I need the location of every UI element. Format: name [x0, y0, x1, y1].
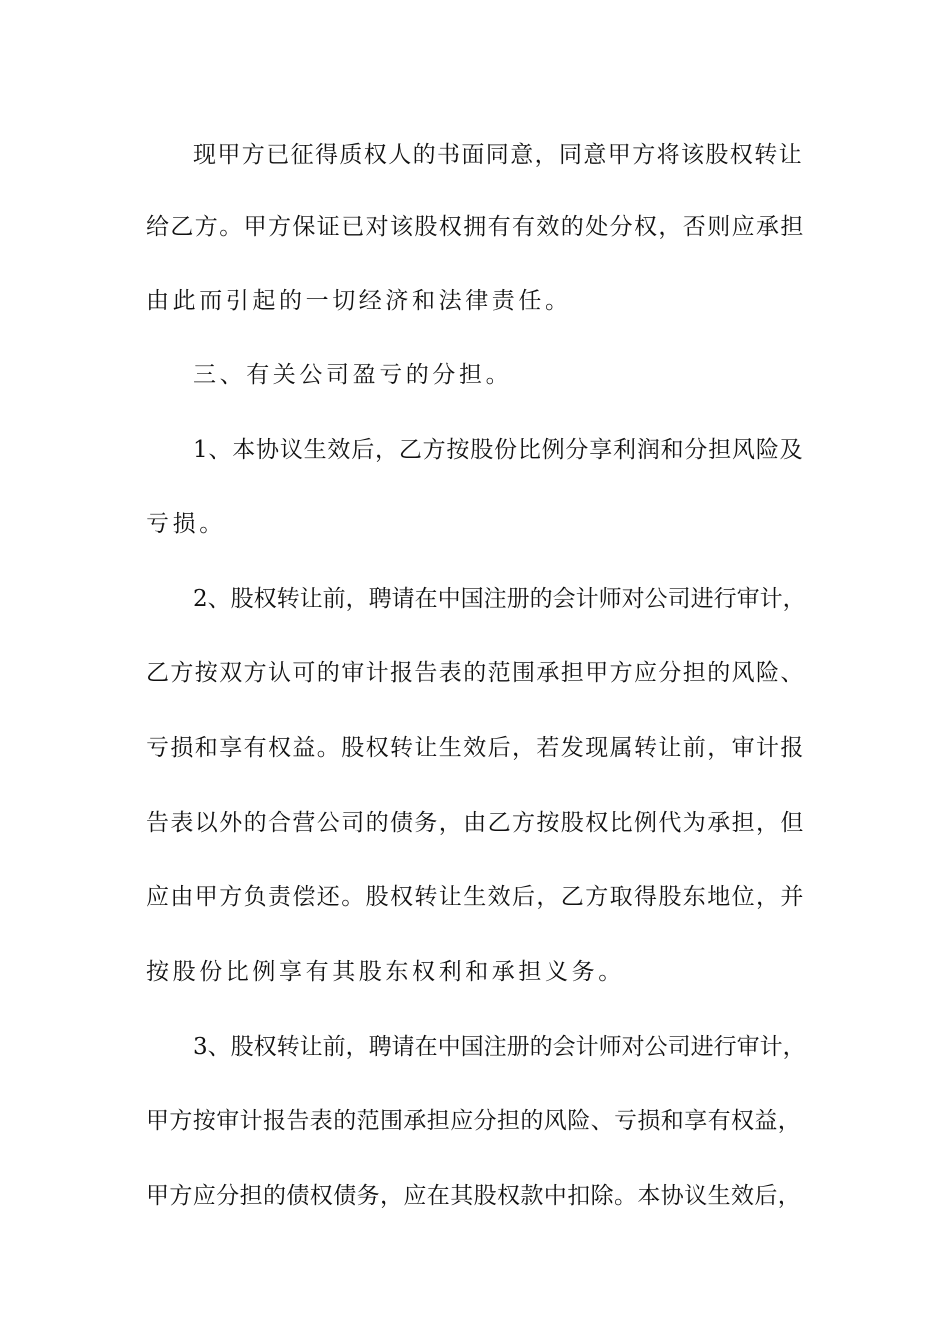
- paragraph-line: 亏损。: [146, 511, 226, 537]
- paragraph-line: 给乙方。甲方保证已对该股权拥有有效的处分权，否则应承担: [146, 214, 805, 240]
- paragraph-line: 由此而引起的一切经济和法律责任。: [146, 288, 572, 314]
- paragraph-line: 2、股权转让前，聘请在中国注册的会计师对公司进行审计，: [193, 586, 806, 612]
- section-heading: 三、有关公司盈亏的分担。: [193, 362, 513, 388]
- paragraph-line: 3、股权转让前，聘请在中国注册的会计师对公司进行审计，: [193, 1034, 806, 1060]
- paragraph-line: 按股份比例享有其股东权利和承担义务。: [146, 959, 625, 985]
- paragraph-line: 应由甲方负责偿还。股权转让生效后，乙方取得股东地位，并: [146, 884, 805, 910]
- paragraph-line: 告表以外的合营公司的债务，由乙方按股权比例代为承担，但: [146, 810, 805, 836]
- paragraph-line: 甲方应分担的债权债务，应在其股权款中扣除。本协议生效后，: [146, 1183, 802, 1209]
- paragraph-line: 甲方按审计报告表的范围承担应分担的风险、亏损和享有权益，: [146, 1108, 802, 1134]
- paragraph-line: 亏损和享有权益。股权转让生效后，若发现属转让前，审计报: [146, 735, 805, 761]
- paragraph-line: 现甲方已征得质权人的书面同意，同意甲方将该股权转让: [193, 142, 803, 168]
- paragraph-line: 1、本协议生效后，乙方按股份比例分享利润和分担风险及: [193, 437, 804, 463]
- paragraph-line: 乙方按双方认可的审计报告表的范围承担甲方应分担的风险、: [146, 660, 805, 686]
